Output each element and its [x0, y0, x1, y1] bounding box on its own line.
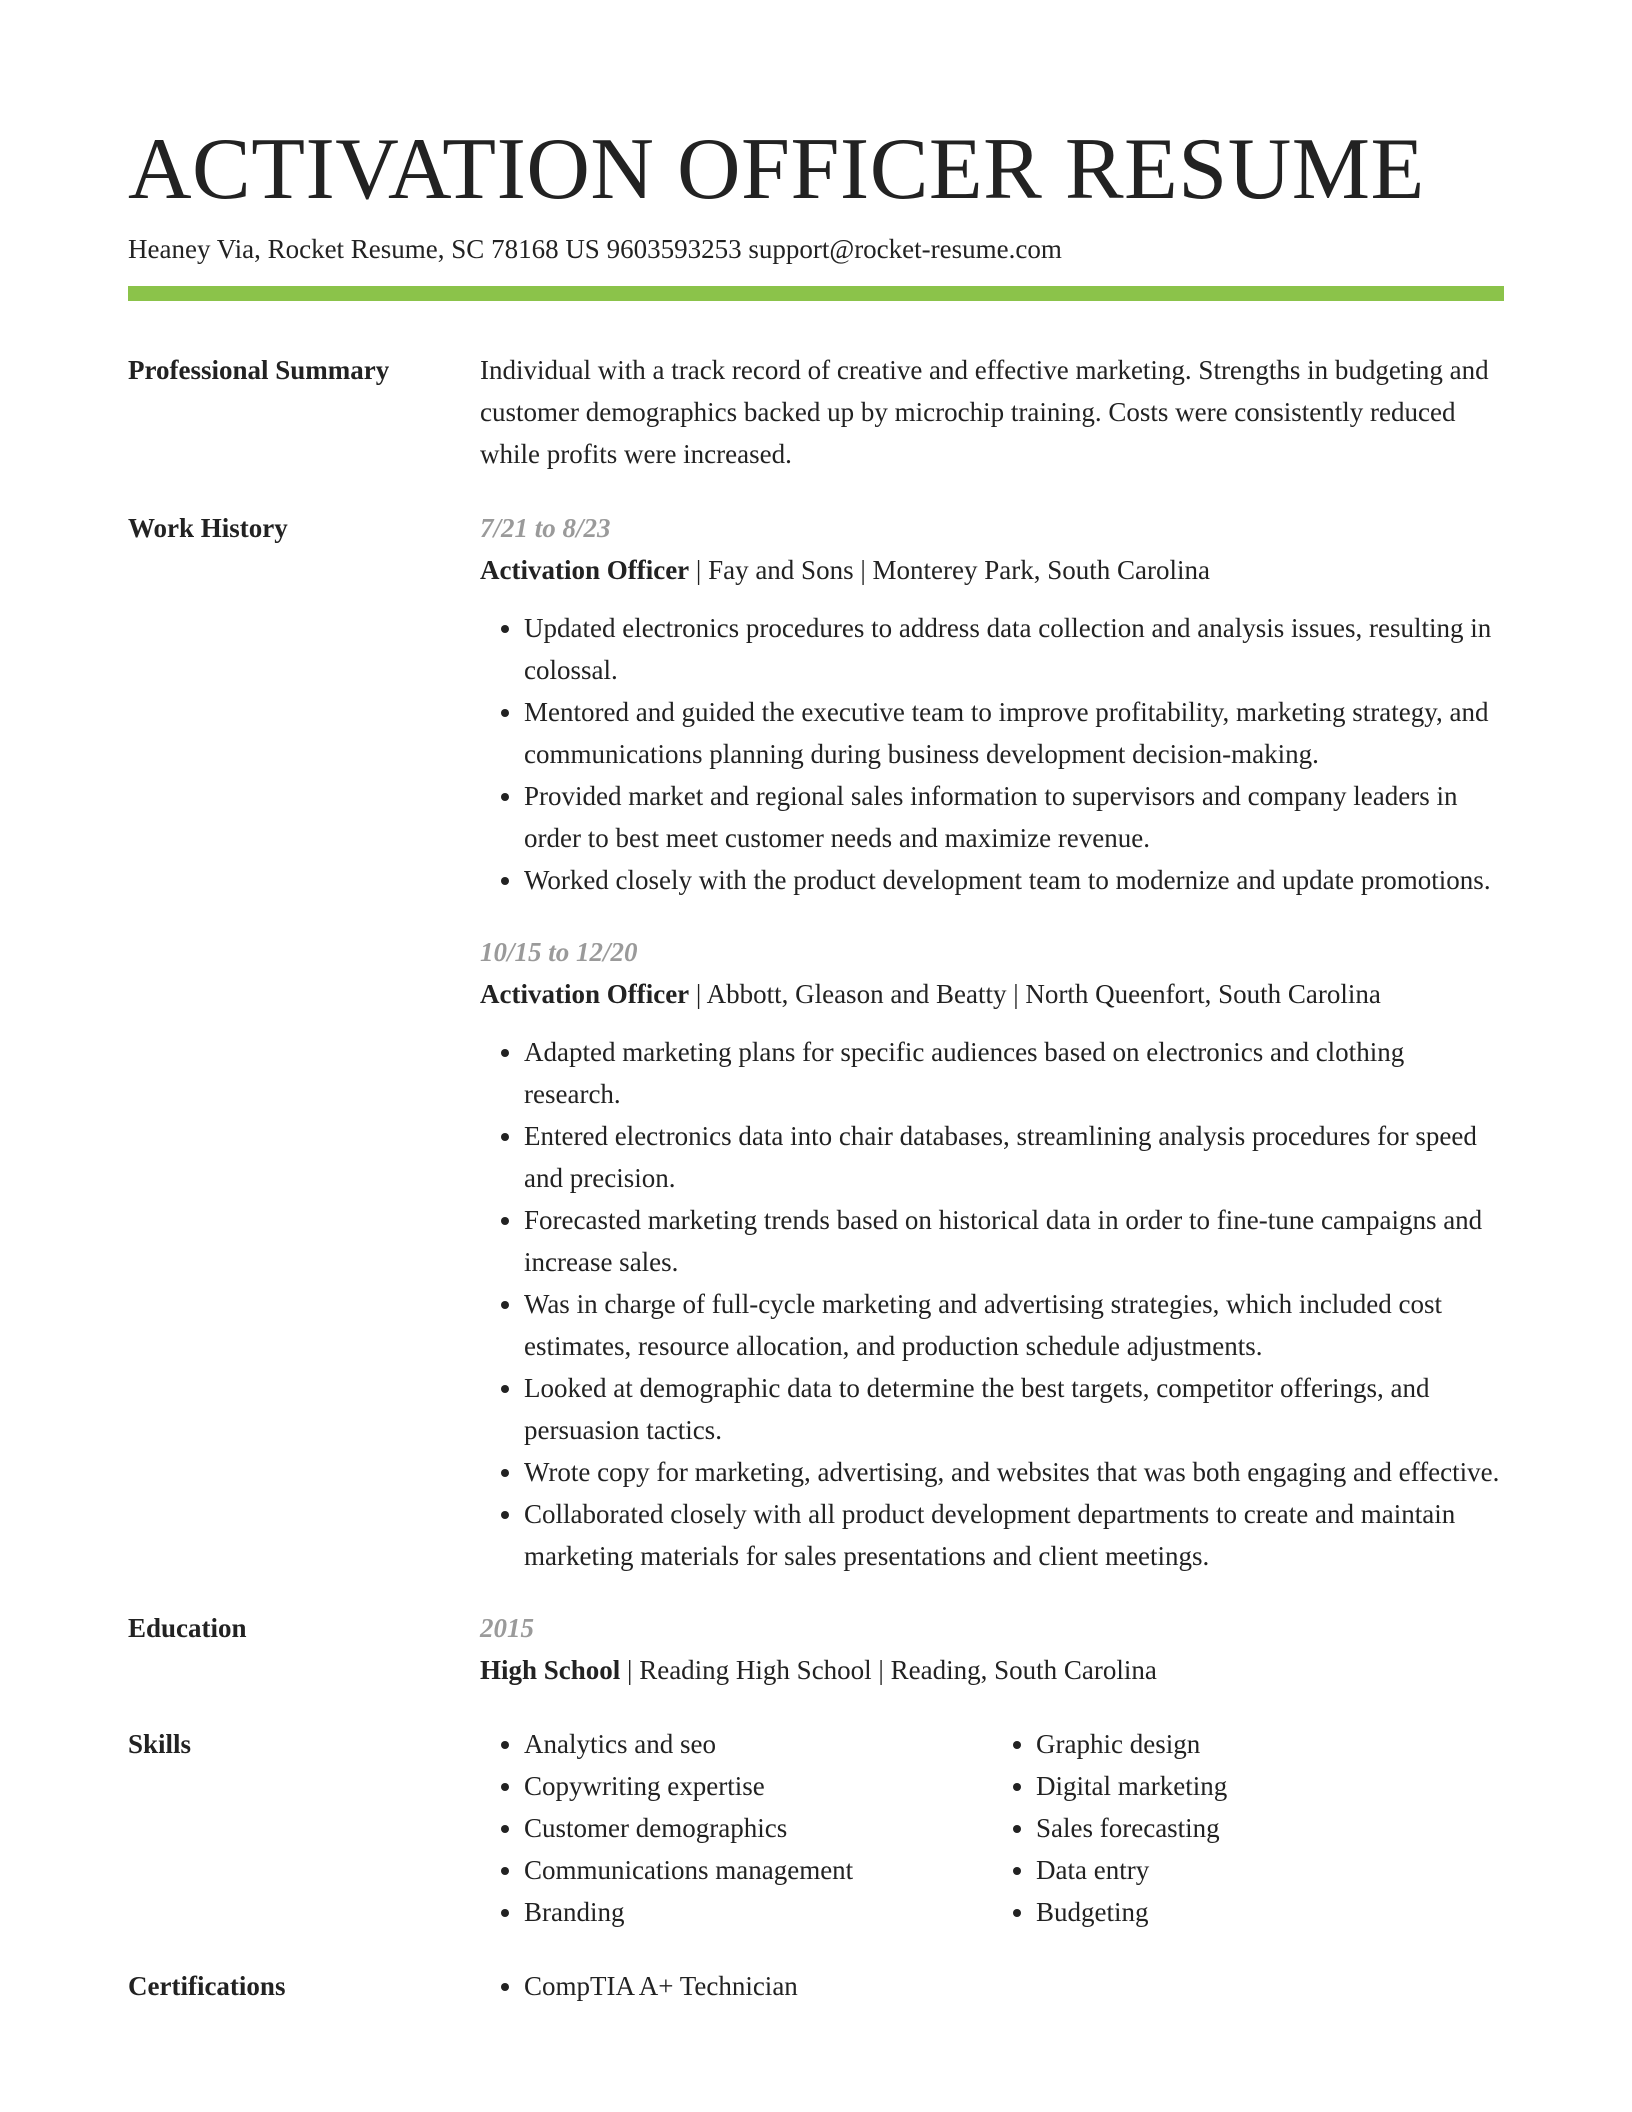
- job-title-line: [480, 973, 1504, 1015]
- list-item: • Updated electronics procedures to address data collection and analysis issues, resulting in colossal.: [524, 607, 1504, 691]
- list-item: • Data entry: [1036, 1849, 1504, 1891]
- skills-content: [480, 1723, 1504, 1933]
- work-history-content: [480, 507, 1504, 1577]
- summary-section: [128, 349, 1504, 475]
- list-item: • Communications management: [524, 1849, 992, 1891]
- skills-list-left: [480, 1723, 992, 1933]
- job-entry: [480, 507, 1504, 901]
- section-label: Skills: [128, 1729, 192, 1759]
- certifications-section: [128, 1965, 1504, 2007]
- summary-text: Individual with a track record of creative and effective marketing. Strengths in budgeting and customer demographics backed up by microchip training. Costs were consistently reduced while profits were increased.: [480, 355, 1489, 469]
- list-item: • Looked at demographic data to determine the best targets, competitor offerings, and persuasion tactics.: [524, 1367, 1504, 1451]
- resume-title: ACTIVATION OFFICER RESUME: [128, 121, 1425, 218]
- job-bullets: [480, 1031, 1504, 1577]
- education-line: [480, 1649, 1504, 1691]
- list-item: • Customer demographics: [524, 1807, 992, 1849]
- list-item: • Wrote copy for marketing, advertising, and websites that was both engaging and effective.: [524, 1451, 1504, 1493]
- job-title: Activation Officer: [480, 979, 690, 1009]
- education-section: [128, 1607, 1504, 1691]
- education-degree: High School: [480, 1655, 621, 1685]
- education-content: [480, 1607, 1504, 1691]
- job-dates: 7/21 to 8/23: [480, 513, 611, 543]
- list-item: • Digital marketing: [1036, 1765, 1504, 1807]
- list-item: • Branding: [524, 1891, 992, 1933]
- list-item: • Entered electronics data into chair databases, streamlining analysis procedures for speed and precision.: [524, 1115, 1504, 1199]
- job-bullets: [480, 607, 1504, 901]
- list-item: • Provided market and regional sales information to supervisors and company leaders in order to best meet customer needs and maximize revenue.: [524, 775, 1504, 859]
- list-item: • Was in charge of full-cycle marketing and advertising strategies, which included cost estimates, resource allocation, and production schedule adjustments.: [524, 1283, 1504, 1367]
- header-divider: [128, 286, 1504, 301]
- list-item: • Mentored and guided the executive team to improve profitability, marketing strategy, and communications planning during business development decision-making.: [524, 691, 1504, 775]
- job-details: | Fay and Sons | Monterey Park, South Carolina: [689, 555, 1210, 585]
- list-item: • Worked closely with the product development team to modernize and update promotions.: [524, 859, 1504, 901]
- skills-list-right: [992, 1723, 1504, 1933]
- list-item: • Collaborated closely with all product development departments to create and maintain marketing materials for sales presentations and client meetings.: [524, 1493, 1504, 1577]
- job-dates: 10/15 to 12/20: [480, 937, 638, 967]
- education-details: | Reading High School | Reading, South Carolina: [620, 1655, 1157, 1685]
- section-label: Certifications: [128, 1971, 286, 2001]
- list-item: • CompTIA A+ Technician: [524, 1965, 1504, 2007]
- list-item: • Forecasted marketing trends based on historical data in order to fine-tune campaigns and increase sales.: [524, 1199, 1504, 1283]
- list-item: • Copywriting expertise: [524, 1765, 992, 1807]
- section-label: Education: [128, 1613, 247, 1643]
- certifications-list: [480, 1965, 1504, 2007]
- education-year: 2015: [480, 1613, 534, 1643]
- list-item: • Adapted marketing plans for specific audiences based on electronics and clothing research.: [524, 1031, 1504, 1115]
- certifications-content: [480, 1965, 1504, 2007]
- list-item: • Analytics and seo: [524, 1723, 992, 1765]
- work-history-section: [128, 507, 1504, 1577]
- job-entry: [480, 931, 1504, 1577]
- section-label: Work History: [128, 513, 288, 543]
- skills-section: [128, 1723, 1504, 1933]
- job-details: | Abbott, Gleason and Beatty | North Queenfort, South Carolina: [689, 979, 1381, 1009]
- section-label: Professional Summary: [128, 355, 390, 385]
- job-title: Activation Officer: [480, 555, 690, 585]
- list-item: • Graphic design: [1036, 1723, 1504, 1765]
- job-title-line: [480, 549, 1504, 591]
- list-item: • Sales forecasting: [1036, 1807, 1504, 1849]
- resume-page: [128, 0, 1504, 2007]
- list-item: • Budgeting: [1036, 1891, 1504, 1933]
- contact-line: Heaney Via, Rocket Resume, SC 78168 US 9603593253 support@rocket-resume.com: [128, 234, 1062, 264]
